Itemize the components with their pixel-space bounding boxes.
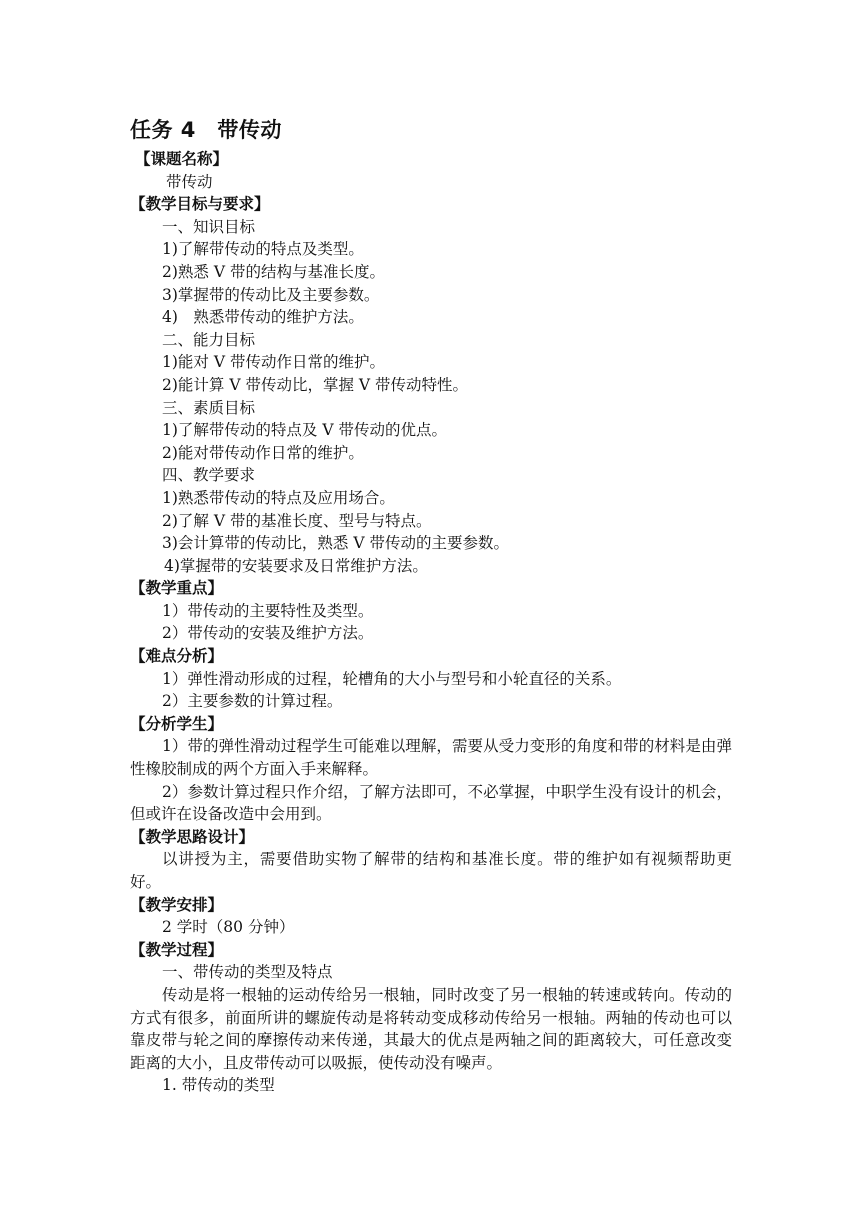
paragraph: 2）参数计算过程只作介绍，了解方法即可，不必掌握，中职学生没有设计的机会，但或许在设备改造中会用到。 (130, 782, 732, 824)
subhead-quality: 三、素质目标 (162, 398, 256, 417)
section-head-course-name: 【课题名称】 (135, 150, 229, 168)
paragraph: 传动是将一根轴的运动传给另一根轴，同时改变了另一根轴的转速或转向。传动的方式有很多，前面所讲的螺旋传动是将转动变成移动传给另一根轴。两轴的传动也可以靠皮带与轮之间的摩擦传动来传递，其最大的优点是两轴之间的距离较大，可任意改变距离的大小，且皮带传动可以吸振，使传动没有噪声。 (130, 985, 732, 1072)
section-head-students: 【分析学生】 (130, 714, 224, 733)
list-item: 1)熟悉带传动的特点及应用场合。 (162, 488, 395, 507)
list-item: 2)了解 V 带的基准长度、型号与特点。 (162, 511, 432, 530)
list-item: 1)了解带传动的特点及类型。 (162, 240, 364, 259)
document-body (130, 148, 732, 1097)
list-item: 1)能对 V 带传动作日常的维护。 (162, 353, 385, 372)
list-item: 3)掌握带的传动比及主要参数。 (162, 285, 380, 304)
list-item: 2)熟悉 V 带的结构与基准长度。 (162, 262, 385, 281)
section-head-design: 【教学思路设计】 (130, 827, 255, 846)
list-item: 1)了解带传动的特点及 V 带传动的优点。 (162, 421, 447, 440)
course-name-text: 带传动 (166, 172, 213, 191)
section-head-process: 【教学过程】 (130, 940, 224, 959)
section-head-objectives: 【教学目标与要求】 (130, 195, 270, 214)
subhead-knowledge: 一、知识目标 (162, 217, 256, 236)
section-head-key-points: 【教学重点】 (130, 579, 224, 598)
list-item: 2）带传动的安装及维护方法。 (162, 624, 374, 643)
list-item: 1）带传动的主要特性及类型。 (162, 601, 374, 620)
list-item: 2）主要参数的计算过程。 (162, 692, 343, 711)
paragraph: 以讲授为主，需要借助实物了解带的结构和基准长度。带的维护如有视频帮助更好。 (130, 850, 732, 891)
section-head-schedule: 【教学安排】 (130, 895, 224, 914)
subhead-requirements: 四、教学要求 (162, 466, 256, 485)
subhead-process-1: 一、带传动的类型及特点 (162, 963, 333, 982)
subhead-ability: 二、能力目标 (162, 330, 256, 349)
section-head-difficulties: 【难点分析】 (130, 647, 224, 666)
page-title: 任务 4 带传动 (130, 118, 282, 142)
paragraph: 1）带的弹性滑动过程学生可能难以理解，需要从受力变形的角度和带的材料是由弹性橡胶制成的两个方面入手来解释。 (130, 737, 732, 779)
list-item: 2)能对带传动作日常的维护。 (162, 443, 364, 462)
schedule-text: 2 学时（80 分钟） (162, 918, 295, 937)
list-item: 4) 熟悉带传动的维护方法。 (162, 308, 364, 327)
list-item: 2)能计算 V 带传动比，掌握 V 带传动特性。 (162, 375, 469, 394)
list-item: 1）弹性滑动形成的过程，轮槽角的大小与型号和小轮直径的关系。 (162, 669, 622, 688)
subhead-process-2: 1. 带传动的类型 (162, 1076, 275, 1095)
list-item: 3)会计算带的传动比，熟悉 V 带传动的主要参数。 (162, 534, 509, 553)
list-item: 4)掌握带的安装要求及日常维护方法。 (164, 556, 428, 575)
